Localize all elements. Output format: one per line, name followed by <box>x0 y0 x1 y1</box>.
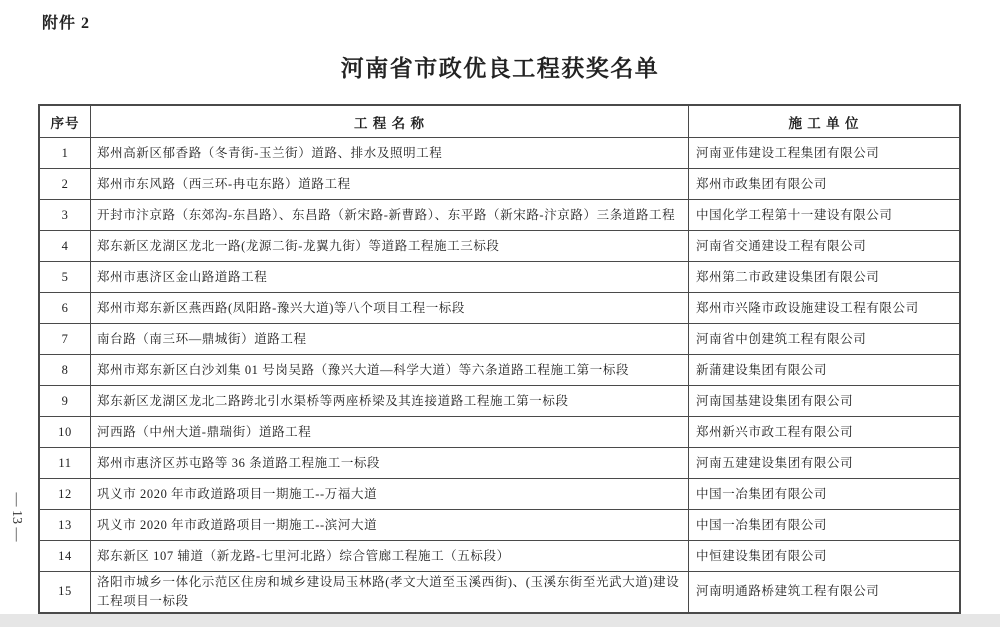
row-number: 8 <box>39 355 91 386</box>
company-cell: 河南省交通建设工程有限公司 <box>689 231 961 262</box>
project-name-cell: 巩义市 2020 年市政道路项目一期施工--万福大道 <box>91 479 689 510</box>
project-name-cell: 开封市汴京路（东郊沟-东昌路）、东昌路（新宋路-新曹路）、东平路（新宋路-汴京路）三条道路工程 <box>91 200 689 231</box>
project-name-cell: 巩义市 2020 年市政道路项目一期施工--滨河大道 <box>91 510 689 541</box>
page-title: 河南省市政优良工程获奖名单 <box>340 56 660 81</box>
table-row <box>39 324 960 355</box>
project-name-cell: 郑州市郑东新区白沙刘集 01 号岗吴路（豫兴大道—科学大道）等六条道路工程施工第一标段 <box>91 355 689 386</box>
company-cell: 中国一冶集团有限公司 <box>689 479 961 510</box>
company-cell: 中国一冶集团有限公司 <box>689 510 961 541</box>
project-name-cell: 河西路（中州大道-鼎瑞街）道路工程 <box>91 417 689 448</box>
row-number: 9 <box>39 386 91 417</box>
company-cell: 郑州第二市政建设集团有限公司 <box>689 262 961 293</box>
table-row <box>39 262 960 293</box>
header-no: 序号 <box>39 105 91 138</box>
table-row <box>39 386 960 417</box>
row-number: 6 <box>39 293 91 324</box>
company-cell: 中国化学工程第十一建设有限公司 <box>689 200 961 231</box>
attachment-label: 附件 2 <box>42 15 91 32</box>
project-name-cell: 郑州市惠济区金山路道路工程 <box>91 262 689 293</box>
table-row <box>39 510 960 541</box>
table-row <box>39 293 960 324</box>
table-row <box>39 231 960 262</box>
project-name-cell: 郑东新区龙湖区龙北一路(龙源二街-龙翼九街）等道路工程施工三标段 <box>91 231 689 262</box>
row-number: 2 <box>39 169 91 200</box>
company-cell: 河南亚伟建设工程集团有限公司 <box>689 138 961 169</box>
row-number: 15 <box>39 572 91 613</box>
table-row <box>39 169 960 200</box>
project-name-cell: 郑东新区龙湖区龙北二路跨北引水渠桥等两座桥梁及其连接道路工程施工第一标段 <box>91 386 689 417</box>
table-row <box>39 417 960 448</box>
company-cell: 河南五建建设集团有限公司 <box>689 448 961 479</box>
header-row <box>39 105 960 138</box>
row-number: 7 <box>39 324 91 355</box>
table-row <box>39 479 960 510</box>
table-row <box>39 572 960 613</box>
company-cell: 河南省中创建筑工程有限公司 <box>689 324 961 355</box>
award-table <box>38 104 961 614</box>
row-number: 10 <box>39 417 91 448</box>
row-number: 11 <box>39 448 91 479</box>
project-name-cell: 郑州高新区郁香路（冬青街-玉兰街）道路、排水及照明工程 <box>91 138 689 169</box>
company-cell: 河南明通路桥建筑工程有限公司 <box>689 572 961 613</box>
row-number: 12 <box>39 479 91 510</box>
row-number: 13 <box>39 510 91 541</box>
row-number: 14 <box>39 541 91 572</box>
row-number: 5 <box>39 262 91 293</box>
project-name-cell: 南台路（南三环—鼎城街）道路工程 <box>91 324 689 355</box>
row-number: 3 <box>39 200 91 231</box>
table-body <box>39 138 960 613</box>
table-header <box>39 105 960 138</box>
header-project-name: 工 程 名 称 <box>91 105 689 138</box>
project-name-cell: 郑州市东风路（西三环-冉屯东路）道路工程 <box>91 169 689 200</box>
company-cell: 郑州市政集团有限公司 <box>689 169 961 200</box>
project-name-cell: 郑州市郑东新区燕西路(凤阳路-豫兴大道)等八个项目工程一标段 <box>91 293 689 324</box>
project-name-cell: 郑东新区 107 辅道（新龙路-七里河北路）综合管廊工程施工（五标段） <box>91 541 689 572</box>
side-page-number: — 13 — <box>9 492 24 542</box>
table-row <box>39 448 960 479</box>
table-row <box>39 200 960 231</box>
company-cell: 郑州市兴隆市政设施建设工程有限公司 <box>689 293 961 324</box>
company-cell: 新蒲建设集团有限公司 <box>689 355 961 386</box>
row-number: 1 <box>39 138 91 169</box>
project-name-cell: 郑州市惠济区苏屯路等 36 条道路工程施工一标段 <box>91 448 689 479</box>
table-row <box>39 541 960 572</box>
row-number: 4 <box>39 231 91 262</box>
table-row <box>39 138 960 169</box>
project-name-cell: 洛阳市城乡一体化示范区住房和城乡建设局玉林路(孝文大道至玉溪西街)、(玉溪东街至光武大道)建设工程项目一标段 <box>91 572 689 613</box>
company-cell: 中恒建设集团有限公司 <box>689 541 961 572</box>
scan-edge-shadow <box>0 614 1000 627</box>
company-cell: 河南国基建设集团有限公司 <box>689 386 961 417</box>
header-construction-unit: 施 工 单 位 <box>689 105 961 138</box>
company-cell: 郑州新兴市政工程有限公司 <box>689 417 961 448</box>
table-row <box>39 355 960 386</box>
